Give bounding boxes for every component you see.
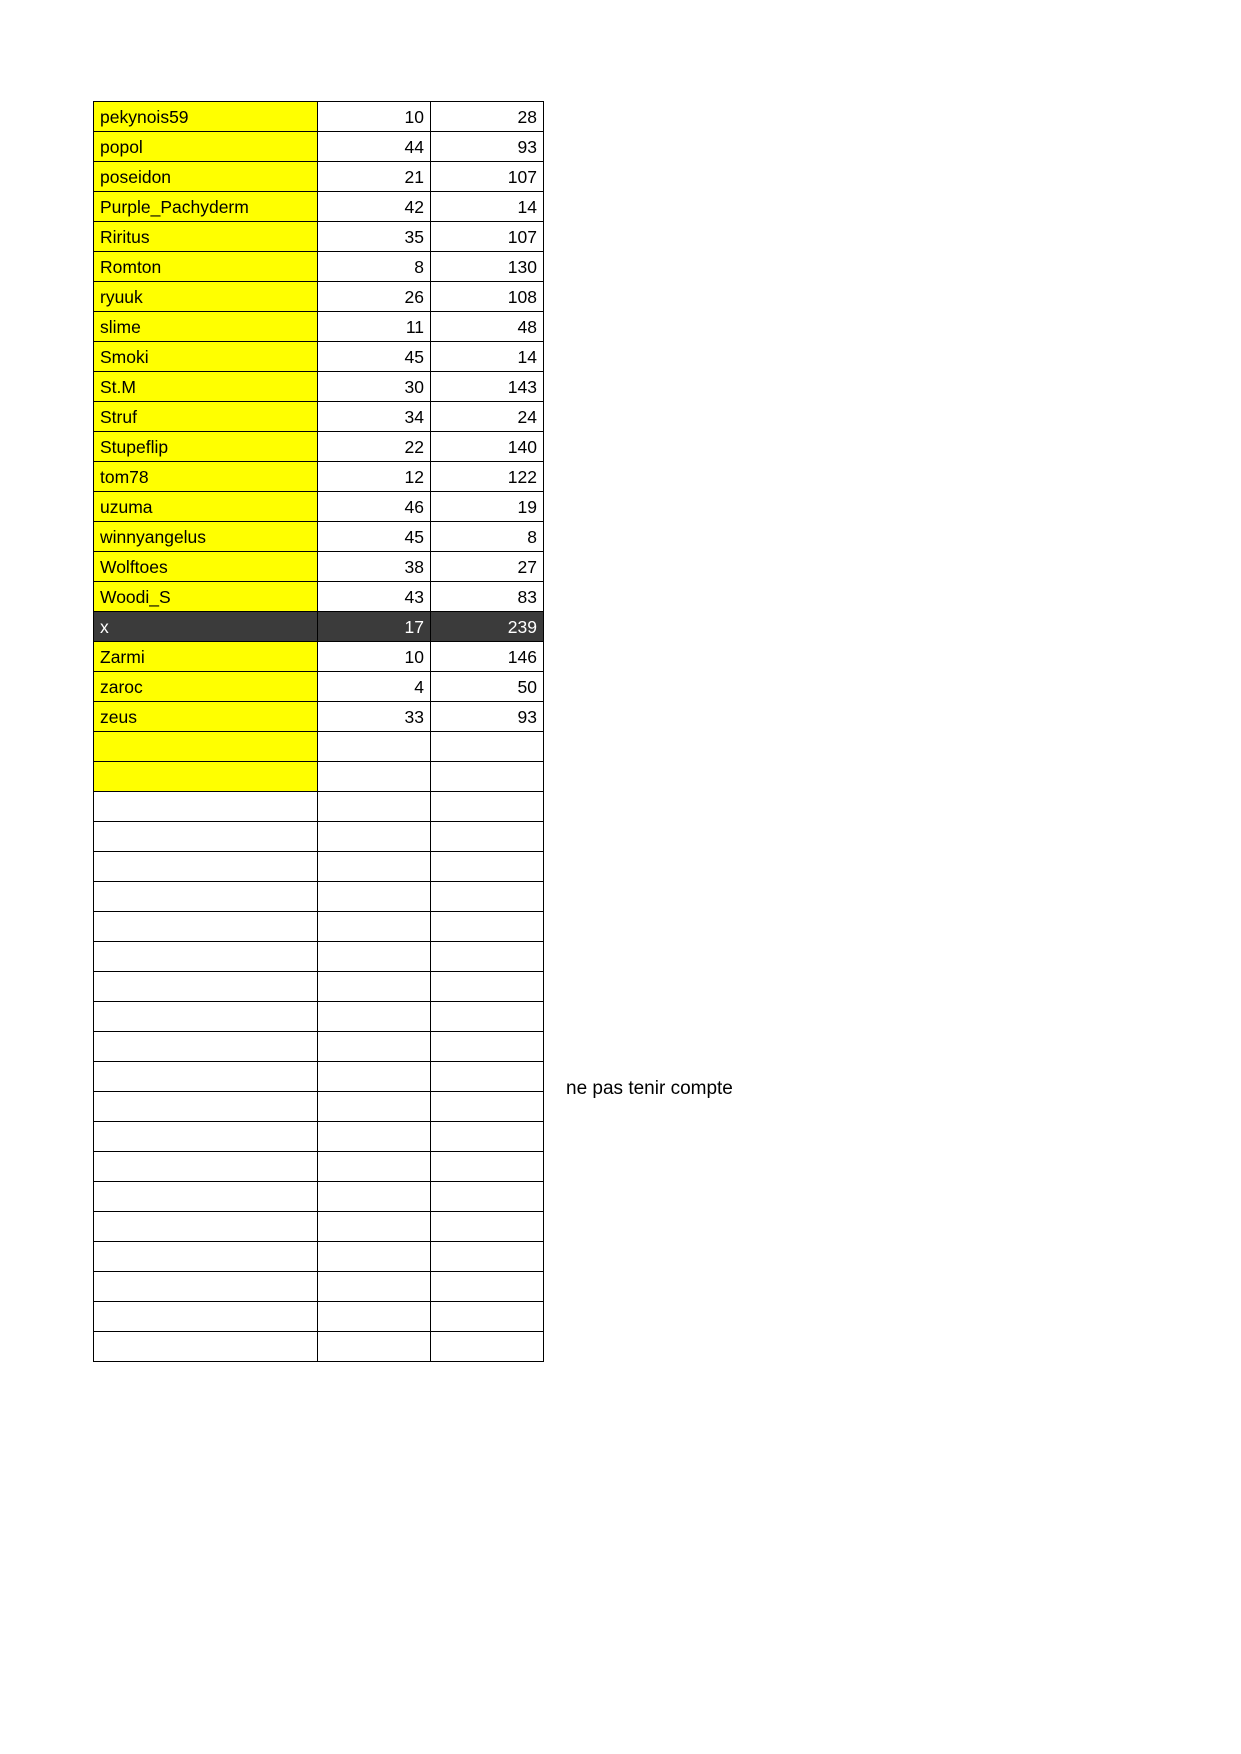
cell-value1[interactable] xyxy=(318,1212,431,1242)
cell-value2[interactable]: 108 xyxy=(431,282,544,312)
cell-value2[interactable] xyxy=(431,1332,544,1362)
cell-value2[interactable]: 143 xyxy=(431,372,544,402)
table-row[interactable] xyxy=(94,282,544,312)
cell-value1[interactable]: 22 xyxy=(318,432,431,462)
cell-value2[interactable]: 24 xyxy=(431,402,544,432)
cell-name[interactable] xyxy=(94,1092,318,1122)
data-table[interactable] xyxy=(93,101,544,1362)
table-row[interactable] xyxy=(94,822,544,852)
cell-value1[interactable] xyxy=(318,1332,431,1362)
cell-name[interactable]: ryuuk xyxy=(94,282,318,312)
cell-value2[interactable]: 83 xyxy=(431,582,544,612)
cell-value2[interactable]: 140 xyxy=(431,432,544,462)
cell-value1[interactable]: 45 xyxy=(318,522,431,552)
table-row[interactable] xyxy=(94,192,544,222)
table-row[interactable] xyxy=(94,1272,544,1302)
table-row[interactable] xyxy=(94,1122,544,1152)
cell-value1[interactable]: 30 xyxy=(318,372,431,402)
cell-value2[interactable]: 146 xyxy=(431,642,544,672)
cell-name[interactable]: slime xyxy=(94,312,318,342)
cell-name[interactable]: Stupeflip xyxy=(94,432,318,462)
cell-value1[interactable]: 44 xyxy=(318,132,431,162)
table-row[interactable] xyxy=(94,552,544,582)
table-row[interactable] xyxy=(94,582,544,612)
cell-value1[interactable] xyxy=(318,1062,431,1092)
cell-value2[interactable]: 28 xyxy=(431,102,544,132)
cell-name[interactable] xyxy=(94,882,318,912)
table-row[interactable] xyxy=(94,402,544,432)
cell-name[interactable]: Purple_Pachyderm xyxy=(94,192,318,222)
cell-value1[interactable] xyxy=(318,942,431,972)
table-row[interactable] xyxy=(94,702,544,732)
cell-name[interactable]: pekynois59 xyxy=(94,102,318,132)
table-row[interactable] xyxy=(94,672,544,702)
cell-value2[interactable] xyxy=(431,1182,544,1212)
cell-name[interactable] xyxy=(94,972,318,1002)
cell-name[interactable]: popol xyxy=(94,132,318,162)
cell-value1[interactable]: 45 xyxy=(318,342,431,372)
cell-value1[interactable] xyxy=(318,762,431,792)
cell-value1[interactable] xyxy=(318,852,431,882)
table-row[interactable] xyxy=(94,1182,544,1212)
cell-name[interactable] xyxy=(94,1272,318,1302)
table-row[interactable] xyxy=(94,912,544,942)
cell-value2[interactable]: 93 xyxy=(431,132,544,162)
cell-name[interactable] xyxy=(94,1032,318,1062)
cell-value1[interactable]: 21 xyxy=(318,162,431,192)
cell-value1[interactable] xyxy=(318,1092,431,1122)
cell-name[interactable] xyxy=(94,1332,318,1362)
cell-value2[interactable]: 130 xyxy=(431,252,544,282)
cell-name[interactable] xyxy=(94,1152,318,1182)
cell-value2[interactable] xyxy=(431,1122,544,1152)
table-row[interactable] xyxy=(94,882,544,912)
cell-value2[interactable]: 14 xyxy=(431,192,544,222)
table-row[interactable] xyxy=(94,222,544,252)
cell-value1[interactable]: 38 xyxy=(318,552,431,582)
cell-value2[interactable] xyxy=(431,1002,544,1032)
table-row[interactable] xyxy=(94,492,544,522)
cell-value1[interactable]: 8 xyxy=(318,252,431,282)
cell-name[interactable] xyxy=(94,762,318,792)
cell-value1[interactable] xyxy=(318,1002,431,1032)
cell-value1[interactable]: 4 xyxy=(318,672,431,702)
cell-value2[interactable] xyxy=(431,732,544,762)
cell-name[interactable] xyxy=(94,1182,318,1212)
cell-value2[interactable] xyxy=(431,852,544,882)
cell-name[interactable] xyxy=(94,912,318,942)
cell-value2[interactable]: 50 xyxy=(431,672,544,702)
cell-name[interactable]: Struf xyxy=(94,402,318,432)
cell-value2[interactable] xyxy=(431,822,544,852)
table-row[interactable] xyxy=(94,312,544,342)
cell-name[interactable] xyxy=(94,852,318,882)
table-row[interactable] xyxy=(94,762,544,792)
cell-value2[interactable]: 122 xyxy=(431,462,544,492)
cell-value1[interactable]: 10 xyxy=(318,102,431,132)
table-row[interactable] xyxy=(94,1242,544,1272)
cell-value2[interactable]: 27 xyxy=(431,552,544,582)
cell-value1[interactable]: 34 xyxy=(318,402,431,432)
table-row[interactable] xyxy=(94,942,544,972)
table-row[interactable] xyxy=(94,342,544,372)
cell-value1[interactable]: 35 xyxy=(318,222,431,252)
table-row[interactable] xyxy=(94,462,544,492)
cell-name[interactable] xyxy=(94,942,318,972)
table-row[interactable] xyxy=(94,1152,544,1182)
cell-name[interactable]: poseidon xyxy=(94,162,318,192)
table-row[interactable] xyxy=(94,732,544,762)
cell-value2[interactable]: 107 xyxy=(431,162,544,192)
table-row[interactable] xyxy=(94,1332,544,1362)
cell-value1[interactable]: 17 xyxy=(318,612,431,642)
cell-value2[interactable] xyxy=(431,1092,544,1122)
cell-value2[interactable] xyxy=(431,1032,544,1062)
cell-name[interactable] xyxy=(94,1002,318,1032)
table-row[interactable] xyxy=(94,432,544,462)
cell-name[interactable] xyxy=(94,1062,318,1092)
cell-value1[interactable]: 12 xyxy=(318,462,431,492)
cell-value2[interactable]: 8 xyxy=(431,522,544,552)
table-row[interactable] xyxy=(94,612,544,642)
cell-name[interactable]: x xyxy=(94,612,318,642)
table-row[interactable] xyxy=(94,132,544,162)
cell-value2[interactable]: 14 xyxy=(431,342,544,372)
cell-name[interactable]: Riritus xyxy=(94,222,318,252)
cell-value1[interactable] xyxy=(318,972,431,1002)
cell-value2[interactable]: 48 xyxy=(431,312,544,342)
cell-value1[interactable] xyxy=(318,1152,431,1182)
cell-value1[interactable] xyxy=(318,792,431,822)
cell-name[interactable] xyxy=(94,792,318,822)
cell-value1[interactable] xyxy=(318,1242,431,1272)
cell-value2[interactable] xyxy=(431,1302,544,1332)
table-row[interactable] xyxy=(94,1092,544,1122)
cell-value1[interactable]: 42 xyxy=(318,192,431,222)
cell-value1[interactable] xyxy=(318,1032,431,1062)
cell-name[interactable]: zeus xyxy=(94,702,318,732)
table-row[interactable] xyxy=(94,1032,544,1062)
table-row[interactable] xyxy=(94,792,544,822)
table-row[interactable] xyxy=(94,372,544,402)
cell-value2[interactable] xyxy=(431,1242,544,1272)
cell-name[interactable]: Zarmi xyxy=(94,642,318,672)
annotation-note: ne pas tenir compte xyxy=(566,1078,733,1099)
cell-name[interactable] xyxy=(94,1212,318,1242)
table-row[interactable] xyxy=(94,1002,544,1032)
table-row[interactable] xyxy=(94,102,544,132)
cell-value2[interactable] xyxy=(431,762,544,792)
table-row[interactable] xyxy=(94,1212,544,1242)
cell-value1[interactable]: 46 xyxy=(318,492,431,522)
table-row[interactable] xyxy=(94,522,544,552)
table-row[interactable] xyxy=(94,1062,544,1092)
cell-name[interactable] xyxy=(94,1122,318,1152)
cell-value1[interactable] xyxy=(318,882,431,912)
cell-name[interactable] xyxy=(94,822,318,852)
cell-value1[interactable] xyxy=(318,732,431,762)
cell-value1[interactable] xyxy=(318,912,431,942)
cell-value2[interactable] xyxy=(431,1152,544,1182)
cell-name[interactable] xyxy=(94,1302,318,1332)
cell-value2[interactable]: 19 xyxy=(431,492,544,522)
cell-value1[interactable] xyxy=(318,1182,431,1212)
cell-value2[interactable] xyxy=(431,792,544,822)
cell-value1[interactable]: 43 xyxy=(318,582,431,612)
cell-value1[interactable] xyxy=(318,1122,431,1152)
cell-value1[interactable]: 11 xyxy=(318,312,431,342)
cell-name[interactable]: winnyangelus xyxy=(94,522,318,552)
cell-value2[interactable] xyxy=(431,1212,544,1242)
cell-value2[interactable]: 93 xyxy=(431,702,544,732)
cell-value1[interactable] xyxy=(318,1302,431,1332)
table-row[interactable] xyxy=(94,252,544,282)
table-body xyxy=(94,102,544,1362)
cell-name[interactable]: St.M xyxy=(94,372,318,402)
cell-value1[interactable]: 10 xyxy=(318,642,431,672)
cell-value1[interactable] xyxy=(318,822,431,852)
cell-value2[interactable]: 239 xyxy=(431,612,544,642)
cell-value2[interactable] xyxy=(431,912,544,942)
cell-value2[interactable] xyxy=(431,972,544,1002)
cell-value1[interactable]: 26 xyxy=(318,282,431,312)
cell-value2[interactable] xyxy=(431,882,544,912)
cell-name[interactable]: Romton xyxy=(94,252,318,282)
cell-name[interactable]: uzuma xyxy=(94,492,318,522)
cell-name[interactable]: Wolftoes xyxy=(94,552,318,582)
table-row[interactable] xyxy=(94,972,544,1002)
cell-name[interactable] xyxy=(94,1242,318,1272)
cell-name[interactable]: zaroc xyxy=(94,672,318,702)
cell-value1[interactable] xyxy=(318,1272,431,1302)
cell-value2[interactable] xyxy=(431,1062,544,1092)
cell-value2[interactable]: 107 xyxy=(431,222,544,252)
table-row[interactable] xyxy=(94,642,544,672)
cell-name[interactable]: Woodi_S xyxy=(94,582,318,612)
cell-value2[interactable] xyxy=(431,942,544,972)
cell-name[interactable] xyxy=(94,732,318,762)
cell-value2[interactable] xyxy=(431,1272,544,1302)
table-row[interactable] xyxy=(94,852,544,882)
cell-name[interactable]: Smoki xyxy=(94,342,318,372)
table-row[interactable] xyxy=(94,162,544,192)
cell-name[interactable]: tom78 xyxy=(94,462,318,492)
cell-value1[interactable]: 33 xyxy=(318,702,431,732)
table-row[interactable] xyxy=(94,1302,544,1332)
